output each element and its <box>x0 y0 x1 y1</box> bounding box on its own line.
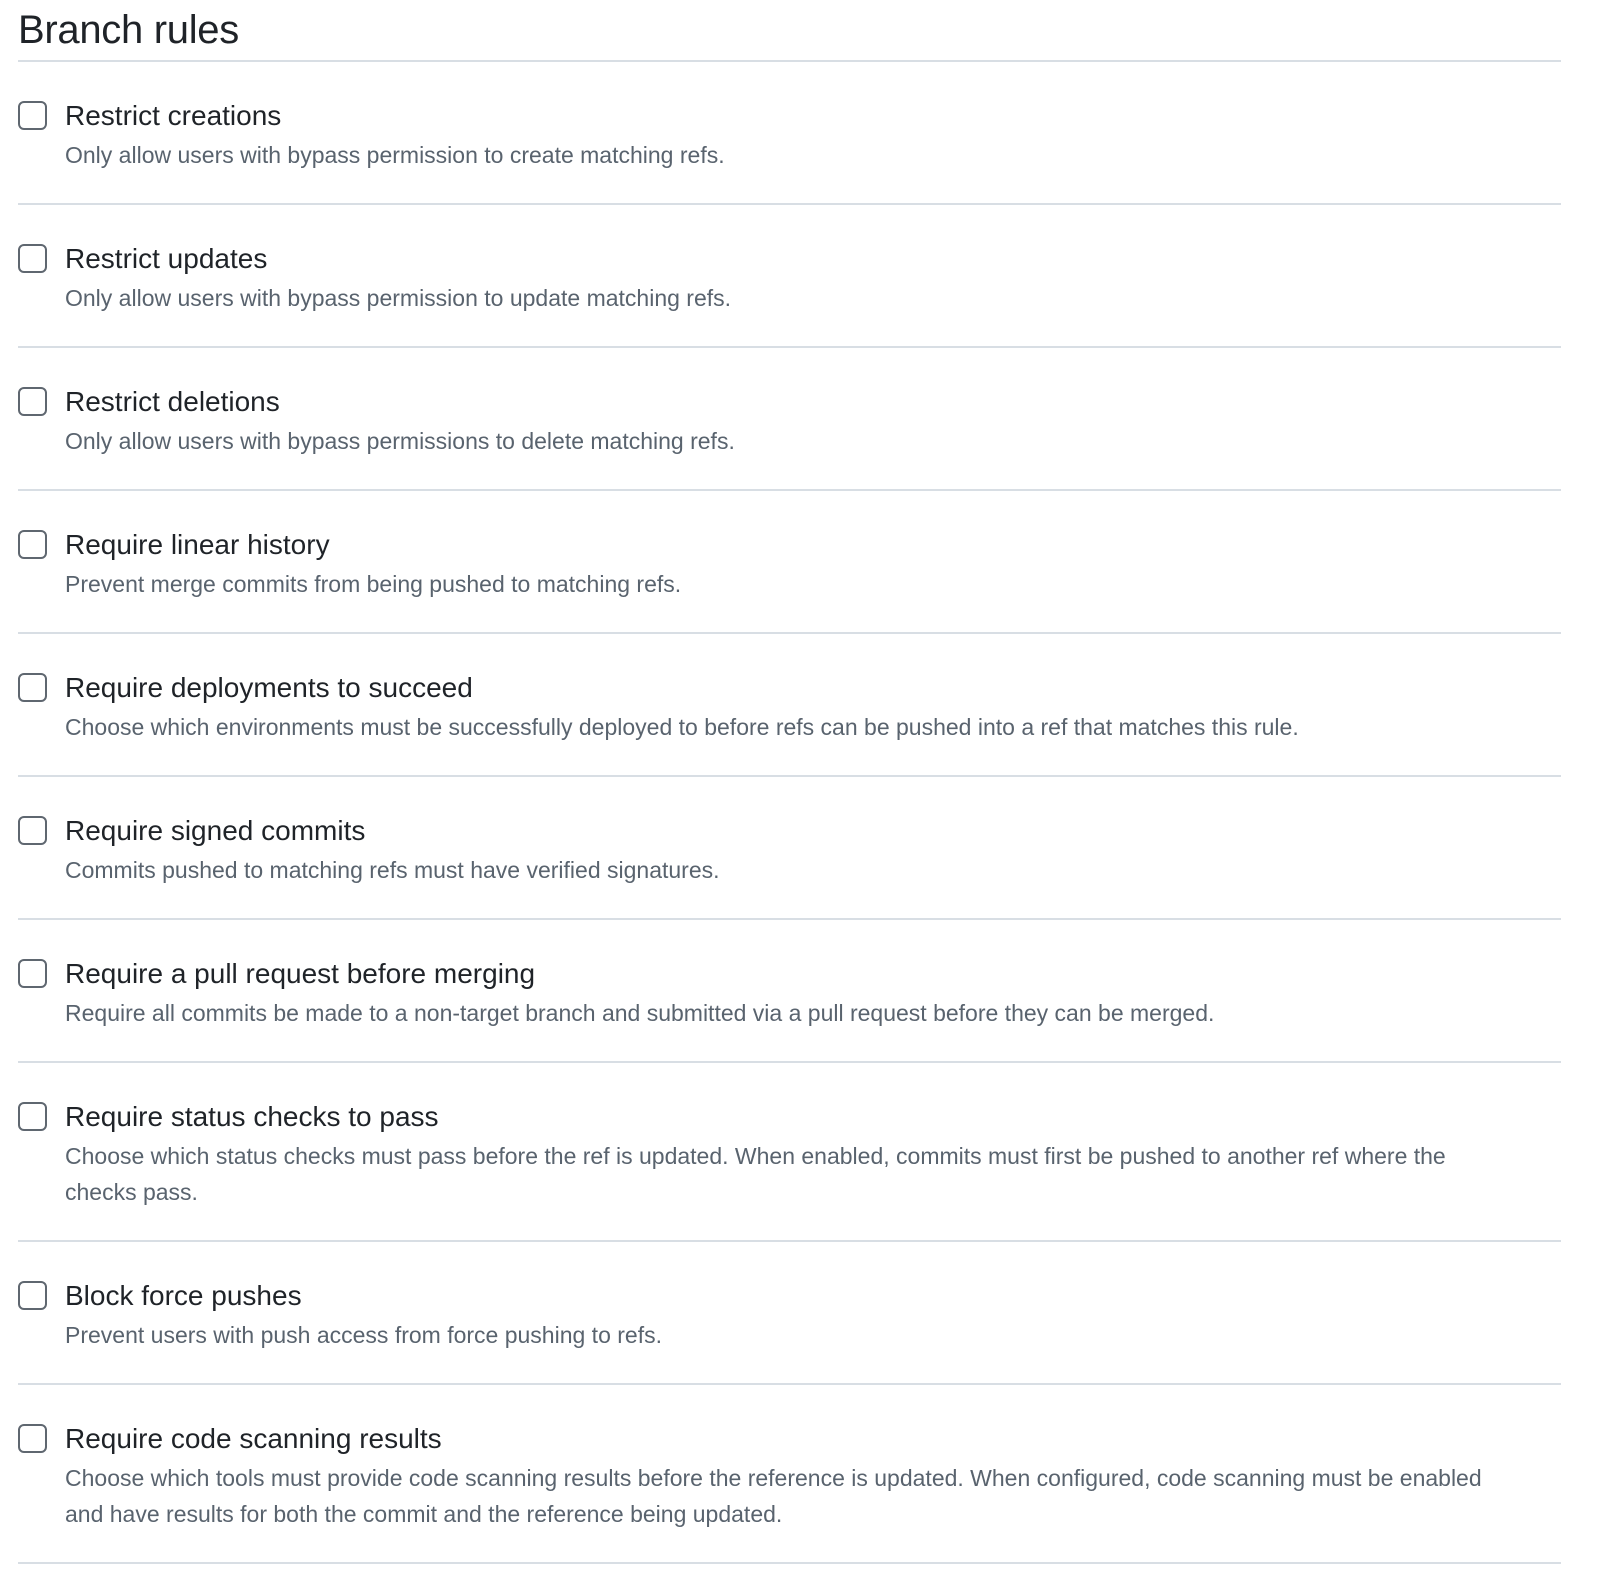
rule-description: Require all commits be made to a non-target branch and submitted via a pull request before they can be merged. <box>65 1000 1215 1026</box>
restrict-deletions-checkbox[interactable] <box>18 387 47 416</box>
rule-text <box>65 386 1561 459</box>
rule-text <box>65 958 1561 1031</box>
rule-text <box>65 1423 1561 1532</box>
rule-title[interactable]: Restrict creations <box>65 100 282 131</box>
rule-text <box>65 815 1561 888</box>
rule-title[interactable]: Require code scanning results <box>65 1423 442 1454</box>
rule-description: Choose which status checks must pass before the ref is updated. When enabled, commits must first be pushed to another ref where the checks pass. <box>65 1143 1446 1205</box>
rule-title[interactable]: Require a pull request before merging <box>65 958 536 989</box>
rule-text <box>65 1280 1561 1353</box>
require-deployments-checkbox[interactable] <box>18 673 47 702</box>
rule-title[interactable]: Restrict deletions <box>65 386 280 417</box>
rule-title[interactable]: Require signed commits <box>65 815 366 846</box>
rule-text <box>65 100 1561 173</box>
rule-text <box>65 1101 1561 1210</box>
rule-title[interactable]: Restrict updates <box>65 243 268 274</box>
rule-description: Only allow users with bypass permission to create matching refs. <box>65 142 725 168</box>
restrict-creations-checkbox[interactable] <box>18 101 47 130</box>
rule-require-status-checks <box>18 1063 1561 1242</box>
require-code-scanning-checkbox[interactable] <box>18 1424 47 1453</box>
rule-require-deployments <box>18 634 1561 777</box>
rule-description: Prevent merge commits from being pushed to matching refs. <box>65 571 682 597</box>
rule-require-code-scanning <box>18 1385 1561 1564</box>
rule-description: Only allow users with bypass permissions to delete matching refs. <box>65 428 735 454</box>
require-pull-request-checkbox[interactable] <box>18 959 47 988</box>
block-force-pushes-checkbox[interactable] <box>18 1281 47 1310</box>
section-title: Branch rules <box>18 0 1561 62</box>
rule-title[interactable]: Require status checks to pass <box>65 1101 439 1132</box>
rule-description: Choose which tools must provide code scanning results before the reference is updated. When configured, code scanning must be enabled and have results for both the commit and the reference being updated. <box>65 1465 1482 1527</box>
rule-text <box>65 672 1561 745</box>
rule-text <box>65 529 1561 602</box>
rule-require-pull-request <box>18 920 1561 1063</box>
rules-list <box>18 62 1561 1564</box>
rule-block-force-pushes <box>18 1242 1561 1385</box>
rule-restrict-updates <box>18 205 1561 348</box>
rule-title[interactable]: Require deployments to succeed <box>65 672 473 703</box>
rule-title[interactable]: Block force pushes <box>65 1280 302 1311</box>
require-status-checks-checkbox[interactable] <box>18 1102 47 1131</box>
rule-restrict-creations <box>18 62 1561 205</box>
rule-require-linear-history <box>18 491 1561 634</box>
restrict-updates-checkbox[interactable] <box>18 244 47 273</box>
rule-description: Choose which environments must be successfully deployed to before refs can be pushed into a ref that matches this rule. <box>65 714 1299 740</box>
rule-description: Commits pushed to matching refs must have verified signatures. <box>65 857 720 883</box>
rule-description: Prevent users with push access from force pushing to refs. <box>65 1322 662 1348</box>
rule-require-signed-commits <box>18 777 1561 920</box>
rule-description: Only allow users with bypass permission to update matching refs. <box>65 285 732 311</box>
rule-text <box>65 243 1561 316</box>
rule-restrict-deletions <box>18 348 1561 491</box>
require-linear-history-checkbox[interactable] <box>18 530 47 559</box>
rule-title[interactable]: Require linear history <box>65 529 330 560</box>
require-signed-commits-checkbox[interactable] <box>18 816 47 845</box>
